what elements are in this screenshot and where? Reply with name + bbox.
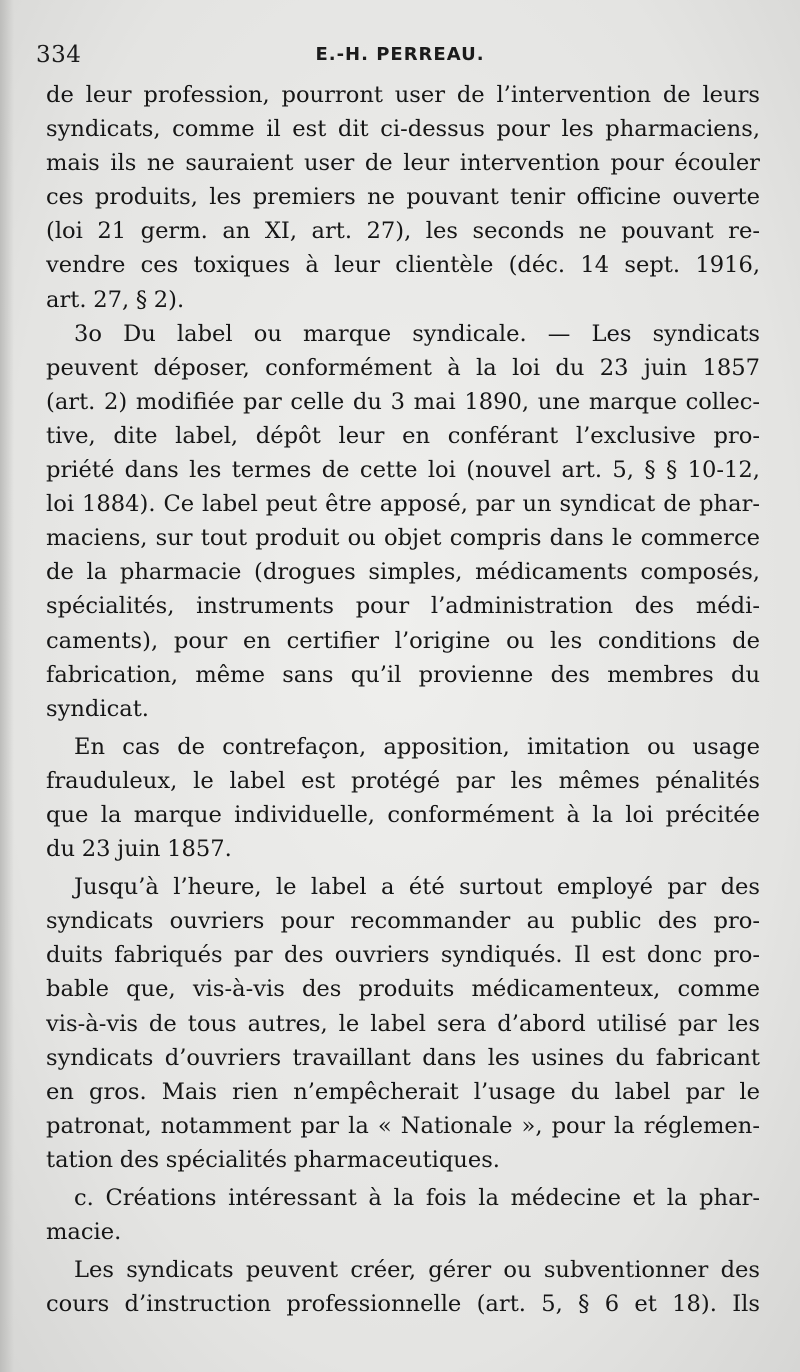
page-gutter-shadow [0, 0, 14, 1372]
text-line: fabrication, même sans qu’il provienne des membres du [46, 661, 760, 688]
paragraph [46, 870, 760, 1177]
text-line: art. 27, § 2). [46, 286, 185, 313]
text-line: bable que, vis-à-vis des produits médicamenteux, comme [46, 976, 760, 1003]
text-line: du 23 juin 1857. [46, 836, 232, 863]
text-line: loi 1884). Ce label peut être apposé, par un syndicat de phar- [46, 491, 760, 518]
running-title: E.-H. PERREAU. [315, 44, 485, 65]
paragraph [46, 730, 760, 866]
paragraph [46, 1181, 760, 1249]
text-line: en gros. Mais rien n’empêcherait l’usage du label par le [46, 1078, 760, 1105]
text-line: patronat, notamment par la « Nationale », pour la réglemen- [46, 1112, 760, 1139]
text-line: spécialités, instruments pour l’administration des médi- [46, 593, 760, 620]
text-line: macie. [46, 1219, 122, 1246]
text-line: syndicats d’ouvriers travaillant dans les usines du fabricant [46, 1044, 760, 1071]
text-line: En cas de contrefaçon, apposition, imitation ou usage [74, 733, 760, 760]
text-line: syndicats, comme il est dit ci-dessus pour les pharmaciens, [46, 116, 760, 143]
text-line: duits fabriqués par des ouvriers syndiqués. Il est donc pro- [46, 942, 760, 969]
text-line: (loi 21 germ. an XI, art. 27), les seconds ne pouvant re- [46, 218, 760, 245]
body-text [46, 78, 760, 1321]
running-head [36, 38, 764, 72]
text-line: ces produits, les premiers ne pouvant tenir officine ouverte [46, 184, 760, 211]
text-line: tation des spécialités pharmaceutiques. [46, 1146, 500, 1173]
text-line: cours d’instruction professionnelle (art. 5, § 6 et 18). Ils [46, 1291, 760, 1318]
paragraph [46, 78, 760, 317]
paragraph [46, 317, 760, 726]
section-heading-line: c. Créations intéressant à la fois la médecine et la phar- [74, 1185, 760, 1211]
text-line: syndicats ouvriers pour recommander au public des pro- [46, 908, 760, 935]
text-line: vendre ces toxiques à leur clientèle (déc. 14 sept. 1916, [46, 252, 760, 279]
text-line: Les syndicats peuvent créer, gérer ou subventionner des [74, 1257, 760, 1284]
text-line: peuvent déposer, conformément à la loi du 23 juin 1857 [46, 354, 760, 381]
text-line: maciens, sur tout produit ou objet compris dans le commerce [46, 525, 760, 552]
text-line: mais ils ne sauraient user de leur intervention pour écouler [46, 150, 760, 177]
text-line: Jusqu’à l’heure, le label a été surtout employé par des [74, 874, 760, 901]
paragraph [46, 1253, 760, 1321]
text-line: (art. 2) modifiée par celle du 3 mai 1890, une marque collec- [46, 388, 760, 415]
text-line: vis-à-vis de tous autres, le label sera d’abord utilisé par les [46, 1010, 760, 1037]
text-line: que la marque individuelle, conformément à la loi précitée [46, 801, 760, 828]
text-line: de leur profession, pourront user de l’intervention de leurs [46, 82, 760, 108]
text-line: de la pharmacie (drogues simples, médicaments composés, [46, 559, 760, 586]
section-heading-line: 3o Du label ou marque syndicale. — Les syndicats [74, 320, 760, 347]
text-line: syndicat. [46, 695, 149, 722]
text-line: tive, dite label, dépôt leur en conférant l’exclusive pro- [46, 422, 760, 449]
text-line: caments), pour en certifier l’origine ou les conditions de [46, 627, 760, 654]
text-line: frauduleux, le label est protégé par les mêmes pénalités [46, 767, 760, 794]
text-line: priété dans les termes de cette loi (nouvel art. 5, § § 10-12, [46, 457, 760, 484]
page-number: 334 [36, 42, 82, 68]
